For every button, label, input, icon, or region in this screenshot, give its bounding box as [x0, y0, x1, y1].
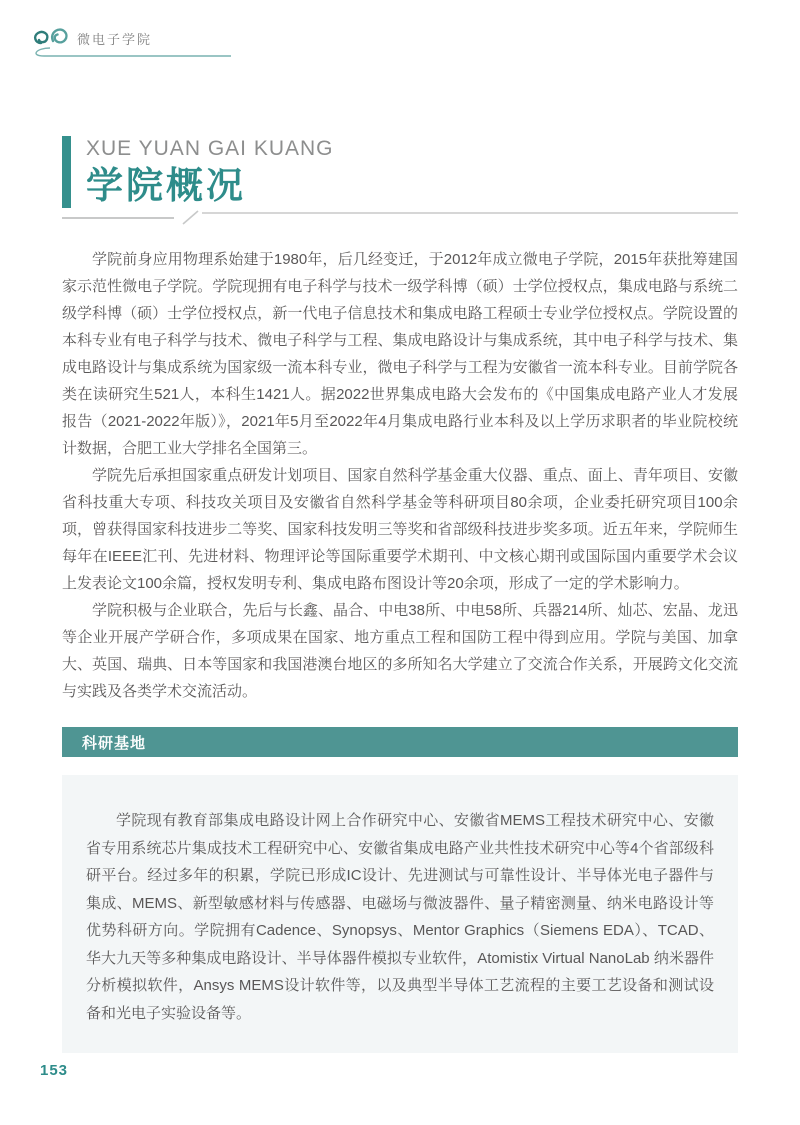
title-accent-bar [62, 136, 71, 208]
brand-name: 微电子学院 [77, 31, 153, 47]
title-divider-rule [62, 210, 738, 228]
page-number: 153 [40, 1062, 69, 1079]
research-bases-paragraph: 学院现有教育部集成电路设计网上合作研究中心、安徽省MEMS工程技术研究中心、安徽省专用系统芯片集成技术工程研究中心、安徽省集成电路产业共性技术研究中心等4个省部级科研平台。经过多年的积累，学院已形成IC设计、先进测试与可靠性设计、半导体光电子器件与集成、MEMS、新型敏感材料与传感器、电磁场与微波器件、量子精密测量、纳米电路设计等优势科研方向。学院拥有Cadence、Synopsys、Mentor Graphics（Siemens EDA）、TCAD、华大九天等多种集成电路设计、半导体器件模拟专业软件，Atomistix Virtual NanoLab 纳米器件分析模拟软件，Ansys MEMS设计软件等，以及典型半导体工艺流程的主要工艺设备和测试设备和光电子实验设备等。 [86, 812, 714, 1022]
section-banner-research-bases [62, 727, 738, 757]
page-title: 学院概况 [86, 165, 246, 207]
brand-underline-swoosh [28, 44, 233, 60]
section-banner-label: 科研基地 [82, 734, 147, 752]
title-pinyin: XUE YUAN GAI KUANG [86, 137, 334, 160]
research-bases-box [62, 775, 738, 1053]
intro-section [62, 246, 738, 705]
intro-paragraph-2: 学院先后承担国家重点研发计划项目、国家自然科学基金重大仪器、重点、面上、青年项目、安徽省科技重大专项、科技攻关项目及安徽省自然科学基金等科研项目80余项，企业委托研究项目100余项，曾获得国家科技进步二等奖、国家科技发明三等奖和省部级科技进步奖多项。近五年来，学院师生每年在IEEE汇刊、先进材料、物理评论等国际重要学术期刊、中文核心期刊或国际国内重要学术会议上发表论文100余篇，授权发明专利、集成电路布图设计等20余项，形成了一定的学术影响力。 [62, 467, 738, 592]
intro-paragraph-1: 学院前身应用物理系始建于1980年，后几经变迁，于2012年成立微电子学院，2015年获批筹建国家示范性微电子学院。学院现拥有电子科学与技术一级学科博（硕）士学位授权点，集成电路与系统二级学科博（硕）士学位授权点，新一代电子信息技术和集成电路工程硕士专业学位授权点。学院设置的本科专业有电子科学与技术、微电子科学与工程、集成电路设计与集成系统，其中电子科学与技术、集成电路设计与集成系统为国家级一流本科专业，微电子科学与工程为安徽省一流本科专业。目前学院各类在读研究生521人，本科生1421人。据2022世界集成电路大会发布的《中国集成电路产业人才发展报告（2021-2022年版）》，2021年5月至2022年4月集成电路行业本科及以上学历求职者的毕业院校统计数据，合肥工业大学排名全国第三。 [62, 251, 738, 457]
title-block [62, 136, 334, 208]
intro-paragraph-3: 学院积极与企业联合，先后与长鑫、晶合、中电38所、中电58所、兵器214所、灿芯、宏晶、龙迅等企业开展产学研合作，多项成果在国家、地方重点工程和国防工程中得到应用。学院与美国、加拿大、英国、瑞典、日本等国家和我国港澳台地区的多所知名大学建立了交流合作关系，开展跨文化交流与实践及各类学术交流活动。 [62, 602, 738, 700]
